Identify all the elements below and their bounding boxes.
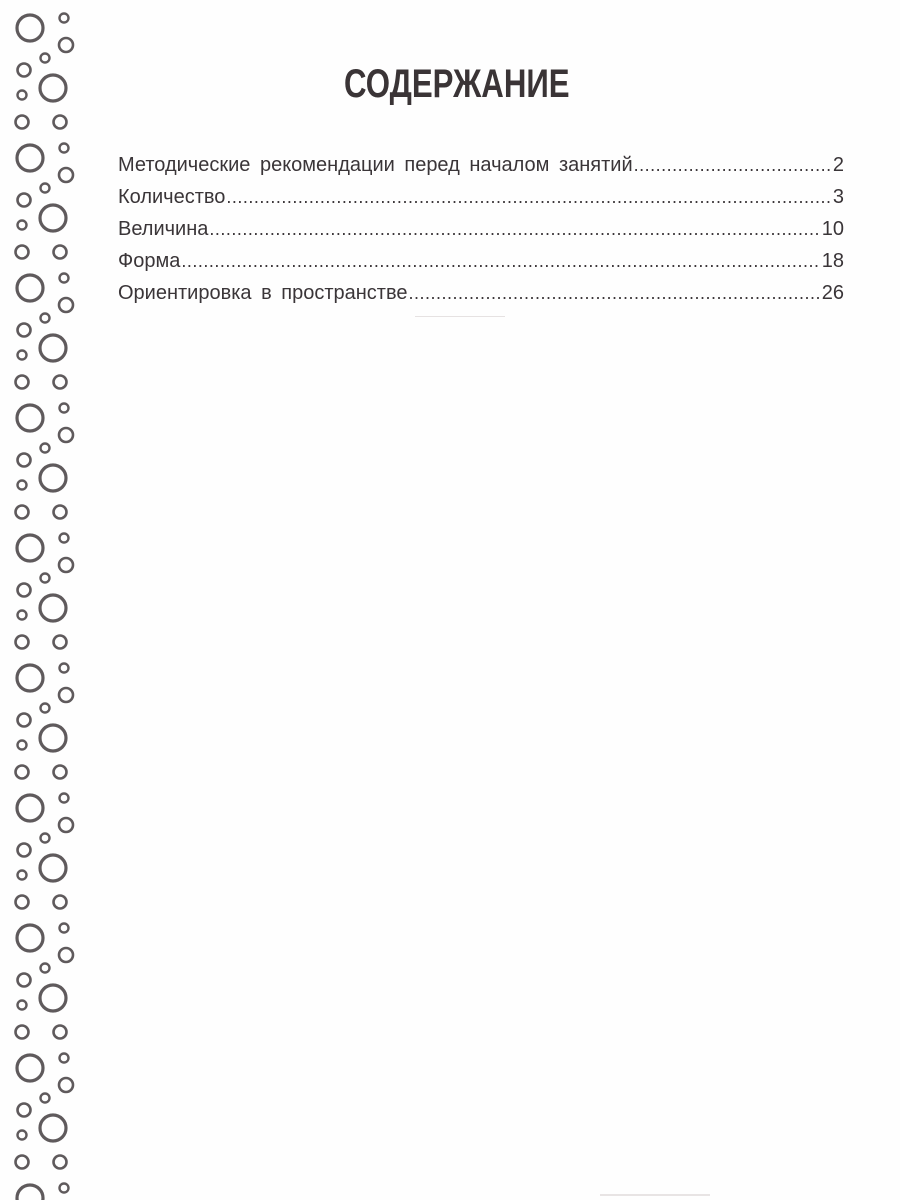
page-title: СОДЕРЖАНИЕ [344,62,570,106]
toc-entry-label: Методические рекомендации перед началом занятий [118,154,633,176]
toc-entry-label: Величина [118,218,209,240]
toc-entry-label: Количество [118,186,226,208]
toc-entry [118,186,844,218]
toc-entry-page: 18 [821,250,844,272]
table-of-contents [118,154,844,314]
bubble-tile-repeat [16,924,74,1039]
toc-leader-dots [408,283,820,304]
toc-entry [118,250,844,282]
toc-entry [118,154,844,186]
toc-entry [118,218,844,250]
toc-entry-label: Ориентировка в пространстве [118,282,408,304]
bubble-tile-repeat [16,794,74,909]
toc-entry-label: Форма [118,250,181,272]
toc-entry-page: 10 [821,218,844,240]
bubble-tile-repeat [16,534,74,649]
bubble-tile-repeat [16,404,74,519]
bubble-tile-repeat [16,1184,74,1200]
toc-leader-dots [634,155,832,176]
toc-entry-page: 26 [821,282,844,304]
bubble-tile-repeat [16,274,74,389]
bubble-border-decoration [0,0,84,1200]
bubble-tile-repeat [16,1054,74,1169]
bubble-tile-repeat [16,144,74,259]
toc-entry-page: 2 [832,154,844,176]
toc-leader-dots [181,251,820,272]
toc-leader-dots [226,187,831,208]
toc-leader-dots [209,219,820,240]
print-smudge [415,316,505,317]
toc-entry [118,282,844,314]
bubble-tile-repeat [16,664,74,779]
print-smudge [600,1194,710,1196]
toc-entry-page: 3 [832,186,844,208]
